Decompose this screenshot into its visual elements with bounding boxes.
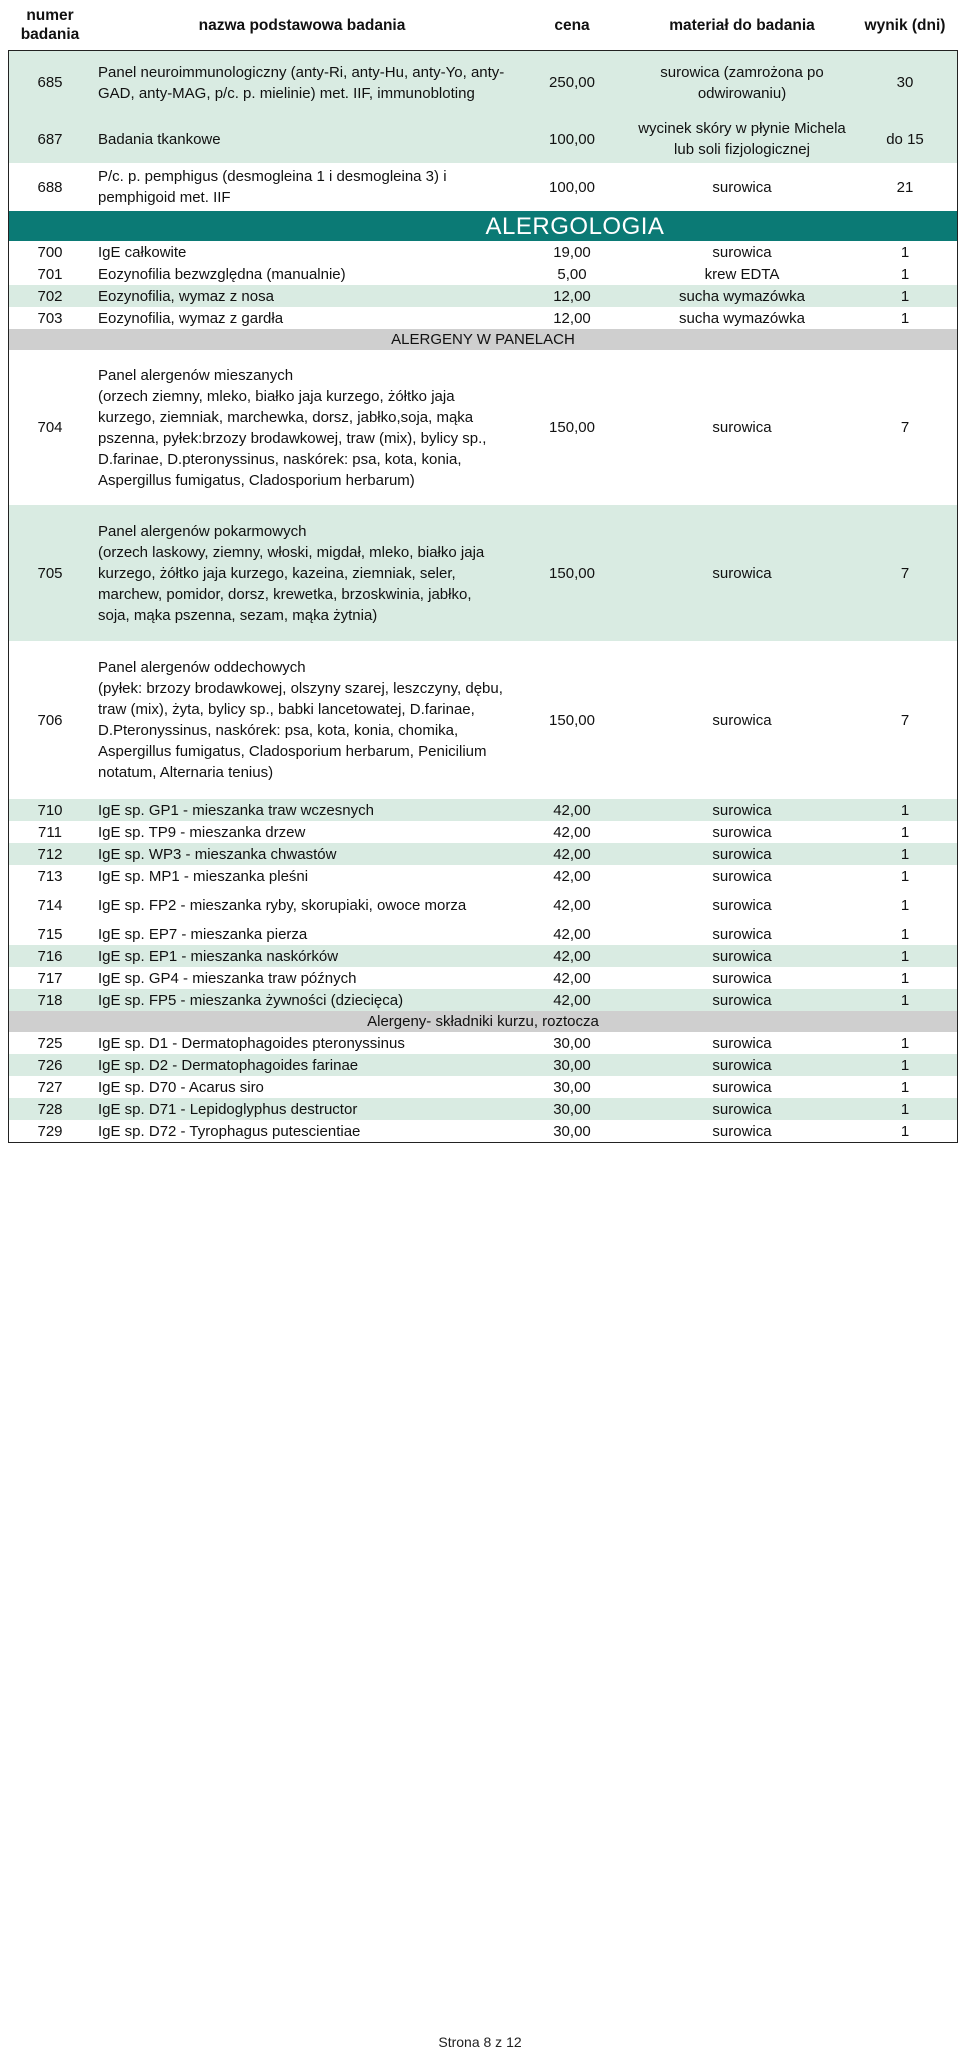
row-result: 1 — [900, 969, 910, 987]
row-result: 1 — [900, 1100, 910, 1118]
header-material: materiał do badania — [632, 0, 852, 50]
row-result: 7 — [900, 564, 910, 582]
row-price: 100,00 — [549, 130, 595, 148]
row-result: 1 — [900, 823, 910, 841]
row-result: 21 — [896, 178, 914, 196]
table-row — [8, 307, 958, 329]
row-number: 714 — [37, 896, 63, 914]
row-result: 1 — [900, 1122, 910, 1140]
row-result: 7 — [900, 711, 910, 729]
table-row — [8, 989, 958, 1011]
table-row — [8, 923, 958, 945]
row-material: wycinek skóry w płynie Michela lub soli fizjologicznej — [638, 120, 846, 158]
row-result: 30 — [896, 74, 914, 91]
row-number: 703 — [37, 309, 63, 327]
subsection-title: ALERGENY W PANELACH — [8, 329, 958, 350]
row-price: 250,00 — [549, 74, 595, 91]
subsection-row — [8, 1011, 958, 1032]
row-material: sucha wymazówka — [679, 287, 805, 305]
alergology-rows — [8, 241, 958, 329]
row-result: 1 — [900, 896, 910, 914]
table-row — [8, 799, 958, 821]
row-number: 725 — [37, 1034, 63, 1052]
table-row — [8, 1076, 958, 1098]
row-price: 30,00 — [553, 1078, 591, 1096]
row-price: 30,00 — [553, 1034, 591, 1052]
table-row — [8, 50, 958, 115]
row-number: 700 — [37, 243, 63, 261]
row-name: Eozynofilia bezwzględna (manualnie) — [98, 265, 346, 283]
header-number: numer badania — [8, 0, 92, 50]
row-name: Panel alergenów mieszanych (orzech ziemny, mleko, białko jaja kurzego, żółtko jaja kurzego, ziemniak, marchewka, dorsz, jabłko,soja, mąka pszenna, pyłek:brzozy brodawkowej, traw (mix), bylicy sp., D.farinae, D.pteronyssinus, naskórek: psa, kota, konia, Aspergillus fumigatus, Cladosporium herbarum) — [98, 366, 487, 489]
row-price: 150,00 — [549, 564, 595, 582]
header-row — [8, 0, 958, 50]
table-row — [8, 241, 958, 263]
table-row — [8, 641, 958, 799]
row-name: IgE sp. D71 - Lepidoglyphus destructor — [98, 1100, 358, 1118]
table-row — [8, 263, 958, 285]
row-material: surowica — [712, 991, 772, 1009]
row-name: IgE sp. GP1 - mieszanka traw wczesnych — [98, 801, 374, 819]
row-material: krew EDTA — [704, 265, 780, 283]
row-material: surowica — [712, 823, 772, 841]
row-result: 1 — [900, 947, 910, 965]
table-row — [8, 821, 958, 843]
row-material: surowica — [712, 564, 772, 582]
row-name: IgE sp. MP1 - mieszanka pleśni — [98, 867, 309, 885]
row-name: IgE sp. D72 - Tyrophagus putescientiae — [98, 1122, 361, 1140]
row-material: surowica — [712, 969, 772, 987]
mix-rows — [8, 799, 958, 1011]
row-name: IgE sp. D70 - Acarus siro — [98, 1078, 264, 1096]
row-price: 19,00 — [553, 243, 591, 261]
panel-rows — [8, 350, 958, 799]
table-row — [8, 967, 958, 989]
row-result: 1 — [900, 265, 910, 283]
row-result: 1 — [900, 867, 910, 885]
header-name: nazwa podstawowa badania — [92, 0, 512, 50]
mites-rows — [8, 1032, 958, 1142]
row-price: 12,00 — [553, 287, 591, 305]
row-number: 717 — [37, 969, 63, 987]
row-price: 42,00 — [553, 845, 591, 863]
row-name: IgE sp. GP4 - mieszanka traw późnych — [98, 969, 357, 987]
row-name: IgE sp. EP7 - mieszanka pierza — [98, 925, 308, 943]
table-row — [8, 505, 958, 641]
table-row — [8, 865, 958, 887]
row-name: IgE sp. WP3 - mieszanka chwastów — [98, 845, 337, 863]
row-price: 5,00 — [557, 265, 587, 283]
row-price: 150,00 — [549, 711, 595, 729]
row-result: 1 — [900, 1056, 910, 1074]
row-number: 728 — [37, 1100, 63, 1118]
row-material: surowica — [712, 1100, 772, 1118]
row-name: IgE sp. EP1 - mieszanka naskórków — [98, 947, 339, 965]
row-name: IgE sp. FP5 - mieszanka żywności (dziecięca) — [98, 991, 404, 1009]
row-price: 12,00 — [553, 309, 591, 327]
table-row — [8, 285, 958, 307]
page-footer: Strona 8 z 12 — [438, 2034, 522, 2050]
row-material: surowica — [712, 178, 772, 196]
row-result: 1 — [900, 287, 910, 305]
row-material: surowica — [712, 845, 772, 863]
row-material: sucha wymazówka — [679, 309, 805, 327]
row-price: 42,00 — [553, 867, 591, 885]
row-price: 150,00 — [549, 419, 595, 436]
section-header-row — [8, 211, 958, 241]
row-material: surowica — [712, 1034, 772, 1052]
table-row — [8, 843, 958, 865]
row-name: IgE sp. D2 - Dermatophagoides farinae — [98, 1056, 359, 1074]
row-price: 42,00 — [553, 801, 591, 819]
row-result: 1 — [900, 1078, 910, 1096]
row-material: surowica — [712, 1078, 772, 1096]
row-price: 30,00 — [553, 1100, 591, 1118]
row-name: IgE sp. D1 - Dermatophagoides pteronyssinus — [98, 1034, 405, 1052]
row-number: 716 — [37, 947, 63, 965]
row-material: surowica — [712, 243, 772, 261]
row-name: P/c. p. pemphigus (desmogleina 1 i desmogleina 3) i pemphigoid met. IIF — [98, 168, 447, 206]
row-number: 726 — [37, 1056, 63, 1074]
row-number: 710 — [37, 801, 63, 819]
table-row — [8, 1032, 958, 1054]
table-row — [8, 887, 958, 923]
row-result: 1 — [900, 845, 910, 863]
row-material: surowica — [712, 947, 772, 965]
table-row — [8, 1098, 958, 1120]
price-list-table — [8, 0, 958, 1142]
table-row — [8, 945, 958, 967]
row-result: 1 — [900, 1034, 910, 1052]
row-name: Eozynofilia, wymaz z gardła — [98, 309, 284, 327]
table-row — [8, 115, 958, 163]
row-name: Panel alergenów oddechowych (pyłek: brzozy brodawkowej, olszyny szarej, leszczyny, dębu, traw (mix), żyta, bylicy sp., babki lancetowatej, D.farinae, D.Pteronyssinus, naskórek: psa, kota, konia, chomika, Aspergillus fumigatus, Cladosporium herbarum, Penicilium notatum, Alternaria tenius) — [98, 659, 503, 781]
row-material: surowica — [712, 1122, 772, 1140]
row-result: 7 — [900, 419, 910, 436]
row-price: 42,00 — [553, 947, 591, 965]
row-number: 706 — [37, 711, 63, 729]
row-result: 1 — [900, 925, 910, 943]
row-number: 688 — [37, 178, 63, 196]
row-name: Panel alergenów pokarmowych (orzech laskowy, ziemny, włoski, migdał, mleko, białko jaja kurzego, żółtko jaja kurzego, kazeina, ziemniak, seler, marchew, pomidor, dorsz, krewetka, brzoskwinia, jabłko, soja, mąka pszenna, sezam, mąka żytnia) — [98, 522, 485, 624]
section-title: ALERGOLOGIA — [8, 211, 958, 241]
price-list-sheet — [8, 0, 958, 1142]
table-row — [8, 350, 958, 505]
row-price: 100,00 — [549, 178, 595, 196]
row-number: 701 — [37, 265, 63, 283]
row-material: surowica — [712, 1056, 772, 1074]
table-row — [8, 1054, 958, 1076]
row-result: 1 — [900, 991, 910, 1009]
row-number: 704 — [37, 419, 63, 436]
row-price: 42,00 — [553, 991, 591, 1009]
row-material: surowica (zamrożona po odwirowaniu) — [660, 63, 824, 102]
row-result: 1 — [900, 309, 910, 327]
table-row — [8, 1120, 958, 1142]
row-number: 687 — [37, 130, 63, 148]
row-material: surowica — [712, 925, 772, 943]
subsection-row — [8, 329, 958, 350]
row-name: Badania tkankowe — [98, 130, 221, 148]
row-material: surowica — [712, 896, 772, 914]
row-material: surowica — [712, 801, 772, 819]
row-number: 705 — [37, 564, 63, 582]
row-name: IgE całkowite — [98, 243, 187, 261]
row-price: 42,00 — [553, 896, 591, 914]
row-number: 702 — [37, 287, 63, 305]
row-number: 729 — [37, 1122, 63, 1140]
row-price: 42,00 — [553, 969, 591, 987]
header-price: cena — [512, 0, 632, 50]
row-number: 715 — [37, 925, 63, 943]
row-name: Eozynofilia, wymaz z nosa — [98, 287, 274, 305]
row-price: 30,00 — [553, 1122, 591, 1140]
row-name: Panel neuroimmunologiczny (anty-Ri, anty-Hu, anty-Yo, anty-GAD, anty-MAG, p/c. p. mielinie) met. IIF, immunobloting — [98, 63, 505, 102]
subsection-title: Alergeny- składniki kurzu, roztocza — [8, 1011, 958, 1032]
row-price: 42,00 — [553, 925, 591, 943]
row-material: surowica — [712, 711, 772, 729]
row-number: 685 — [37, 74, 63, 91]
row-material: surowica — [712, 419, 772, 436]
row-number: 712 — [37, 845, 63, 863]
row-number: 727 — [37, 1078, 63, 1096]
row-number: 718 — [37, 991, 63, 1009]
table-row — [8, 163, 958, 211]
row-name: IgE sp. TP9 - mieszanka drzew — [98, 823, 306, 841]
row-result: 1 — [900, 243, 910, 261]
row-price: 30,00 — [553, 1056, 591, 1074]
header-result: wynik (dni) — [852, 0, 958, 50]
row-result: 1 — [900, 801, 910, 819]
row-number: 711 — [38, 823, 62, 841]
row-number: 713 — [37, 867, 63, 885]
row-price: 42,00 — [553, 823, 591, 841]
row-material: surowica — [712, 867, 772, 885]
row-result: do 15 — [886, 130, 924, 148]
row-name: IgE sp. FP2 - mieszanka ryby, skorupiaki, owoce morza — [98, 896, 467, 914]
